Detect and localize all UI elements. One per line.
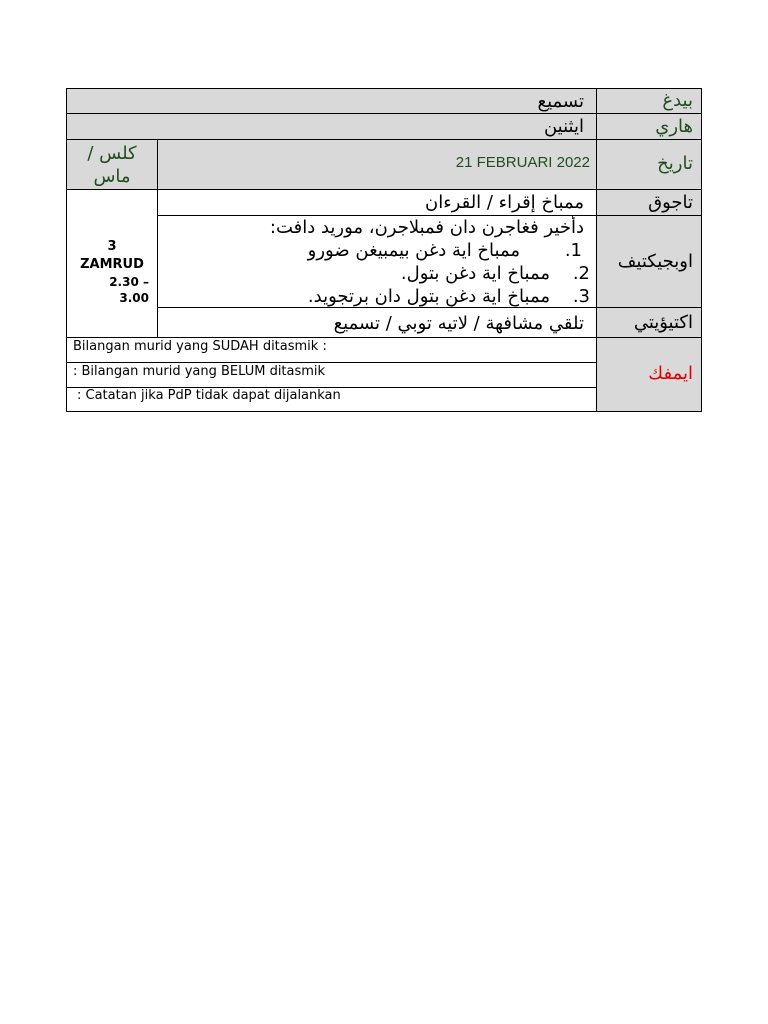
objective-num: 2. (572, 263, 590, 284)
topic-label-cell (596, 189, 702, 216)
objective-text: ممباخ اية دغن بيمبيغن ضورو (307, 240, 520, 261)
date-value-cell (157, 139, 597, 190)
objective-num: 1. (564, 240, 582, 261)
impact-line-text: Bilangan murid yang BELUM ditasmik : (73, 364, 326, 379)
impact-line-cell (66, 387, 597, 412)
impact-line-text: Catatan jika PdP tidak dapat dijalankan : (77, 388, 341, 403)
day-label: هاري (655, 116, 693, 137)
impact-line (67, 362, 325, 382)
objective-label: اوبجيكتيف (617, 251, 693, 272)
lesson-plan-table (66, 88, 702, 412)
impact-label-cell (596, 337, 702, 412)
subject-label-cell (596, 88, 702, 114)
day-label-cell (596, 113, 702, 140)
objective-value-cell (157, 215, 597, 308)
class-time-cell (66, 189, 158, 338)
topic-label: تاجوق (648, 192, 693, 213)
class-time-label-cell (66, 139, 158, 190)
impact-line: Bilangan murid yang SUDAH ditasmik : (73, 339, 327, 354)
subject-value-cell (66, 88, 597, 114)
time-range: 2.30 – 3.00 (109, 275, 149, 305)
impact-line-cell (66, 337, 597, 363)
activity-value-cell (157, 307, 597, 338)
impact-line-cell (66, 362, 597, 388)
impact-line (71, 387, 341, 406)
day-value-cell (66, 113, 597, 140)
objective-intro: دأخير فغاجرن دان فمبلاجرن، موريد دافت: (269, 217, 584, 238)
day-value: ايثنين (543, 116, 584, 137)
class-time-label: كلس /ماس (87, 143, 137, 187)
objective-num: 3. (572, 286, 590, 307)
date-label-cell (596, 139, 702, 190)
subject-label: بيدغ (662, 90, 693, 111)
objective-text: ممباخ اية دغن بتول. (400, 263, 550, 284)
activity-label-cell (596, 307, 702, 338)
objective-item (176, 239, 596, 262)
activity-label: اكتيؤيتي (633, 312, 693, 333)
subject-value: تسميع (537, 91, 584, 112)
objective-text: ممباخ اية دغن بتول دان برتجويد. (307, 286, 550, 307)
objective-item (176, 262, 596, 285)
topic-value-cell (157, 189, 597, 216)
activity-value: تلقي مشافهة / لاتيه توبي / تسميع (333, 313, 584, 334)
class-name: 3 ZAMRUD (80, 239, 144, 272)
date-label: تاريخ (657, 153, 693, 174)
topic-value: ممباخ إقراء / القرءان (424, 192, 584, 213)
impact-label: ايمفك (648, 363, 693, 384)
objective-item (176, 285, 596, 308)
date-value: 21 FEBRUARI 2022 (455, 154, 590, 171)
objective-label-cell (596, 215, 702, 308)
